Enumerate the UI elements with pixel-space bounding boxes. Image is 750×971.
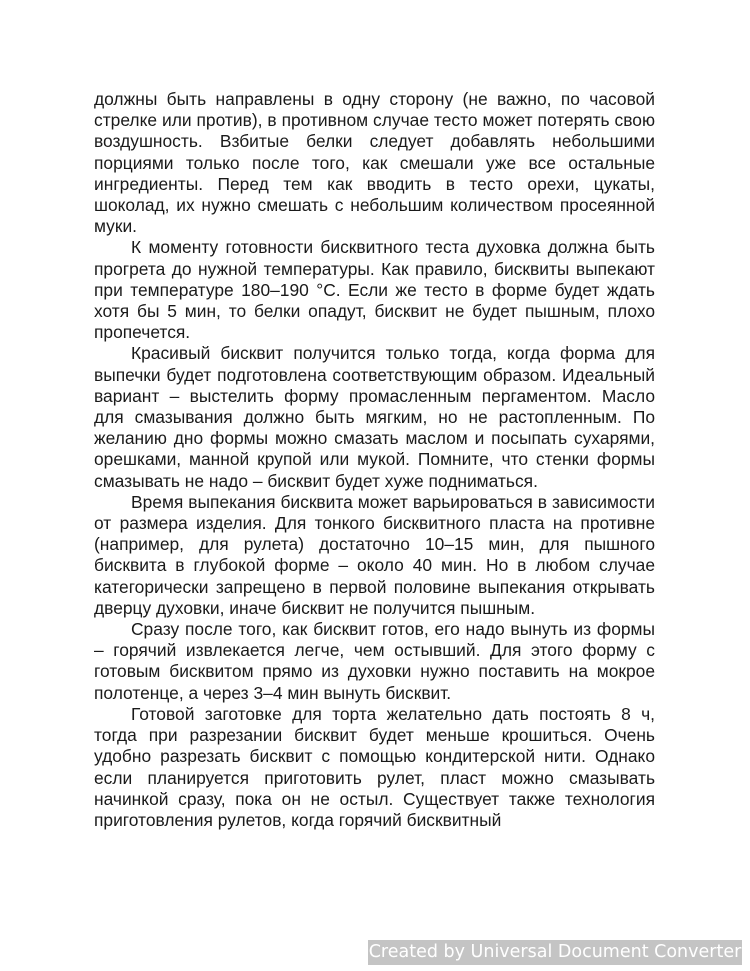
paragraph-4: Время выпекания бисквита может варьироваться в зависимости от размера изделия. Для тонкого бисквитного пласта на противне (например, для рулета) достаточно 10–15 мин, для пышного бисквита в глубокой форме – около 40 мин. Но в любом случае категорически запрещено в первой половине выпекания открывать дверцу духовки, иначе бисквит не получится пышным. bbox=[94, 491, 655, 618]
paragraph-1: должны быть направлены в одну сторону (не важно, по часовой стрелке или против), в противном случае тесто может потерять свою воздушность. Взбитые белки следует добавлять небольшими порциями только после того, как смешали уже все остальные ингредиенты. Перед тем как вводить в тесто орехи, цукаты, шоколад, их нужно смешать с небольшим количеством просеянной муки. bbox=[94, 89, 655, 237]
watermark-banner: Created by Universal Document Converter bbox=[368, 940, 742, 965]
paragraph-2: К моменту готовности бисквитного теста духовка должна быть прогрета до нужной температуры. Как правило, бисквиты выпекают при температуре 180–190 °С. Если же тесто в форме будет ждать хотя бы 5 мин, то белки опадут, бисквит не будет пышным, плохо пропечется. bbox=[94, 237, 655, 343]
paragraph-5: Сразу после того, как бисквит готов, его надо вынуть из формы – горячий извлекается легче, чем остывший. Для этого форму с готовым бисквитом прямо из духовки нужно поставить на мокрое полотенце, а через 3–4 мин вынуть бисквит. bbox=[94, 619, 655, 703]
paragraph-6: Готовой заготовке для торта желательно дать постоять 8 ч, тогда при разрезании бисквит будет меньше крошиться. Очень удобно разрезать бисквит с помощью кондитерской нити. Однако если планируется приготовить рулет, пласт можно смазывать начинкой сразу, пока он не остыл. Существует также технология приготовления рулетов, когда горячий бисквитный bbox=[94, 703, 655, 830]
paragraph-3: Красивый бисквит получится только тогда, когда форма для выпечки будет подготовлена соответствующим образом. Идеальный вариант – выстелить форму промасленным пергаментом. Масло для смазывания должно быть мягким, но не растопленным. По желанию дно формы можно смазать маслом и посыпать сухарями, орешками, манной крупой или мукой. Помните, что стенки формы смазывать не надо – бисквит будет хуже подниматься. bbox=[94, 343, 655, 491]
body-text bbox=[94, 89, 655, 831]
